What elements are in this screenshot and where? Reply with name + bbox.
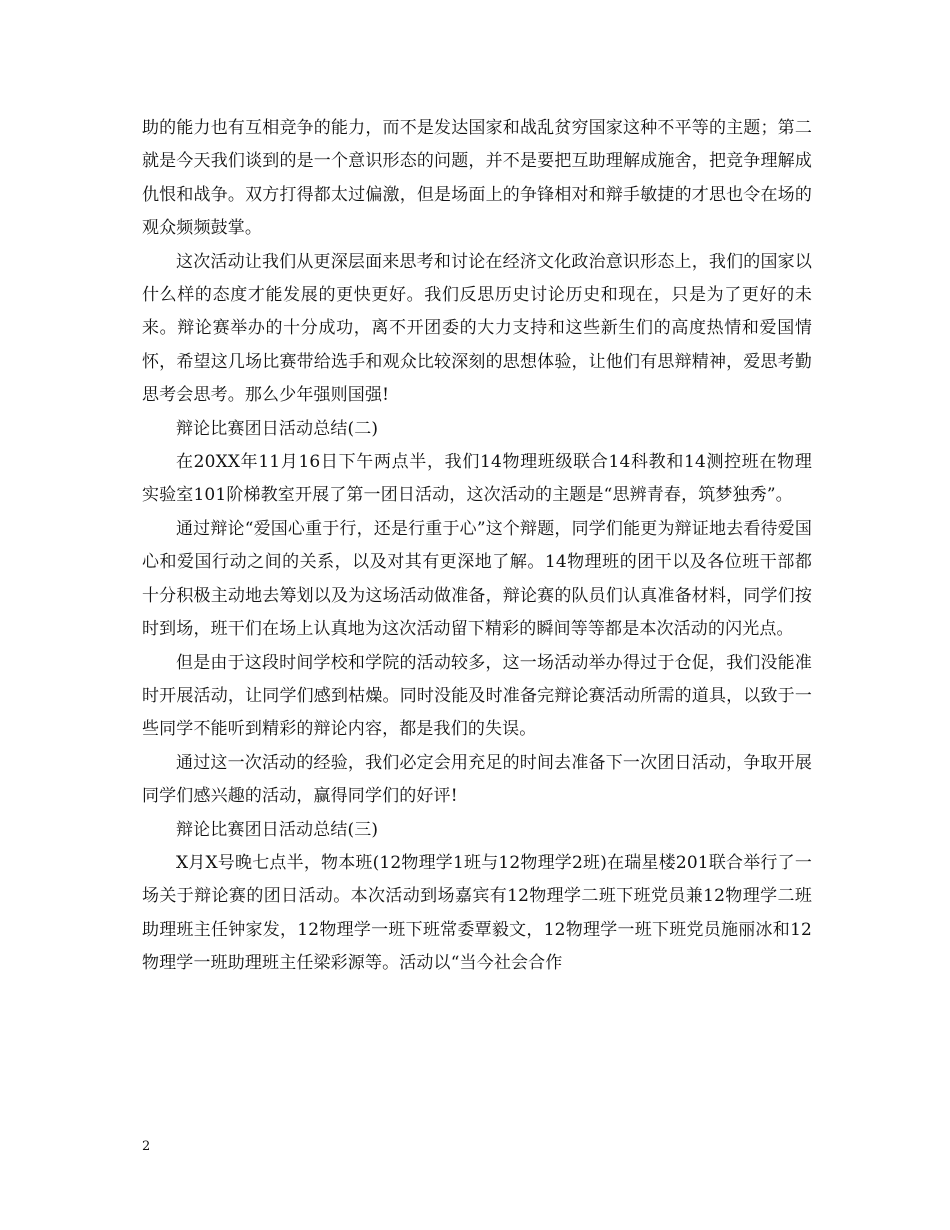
paragraph-5: 但是由于这段时间学校和学院的活动较多，这一场活动举办得过于仓促，我们没能准时开展活动，让同学们感到枯燥。同时没能及时准备完辩论赛活动所需的道具，以致于一些同学不能听到精彩的辩论内容，都是我们的失误。: [142, 652, 812, 740]
paragraph-3: 在20XX年11月16日下午两点半，我们14物理班级联合14科教和14测控班在物理实验室101阶梯教室开展了第一团日活动，这次活动的主题是“思辨青春，筑梦独秀”。: [142, 452, 812, 506]
paragraph-6: 通过这一次活动的经验，我们必定会用充足的时间去准备下一次团日活动，争取开展同学们感兴趣的活动，赢得同学们的好评!: [142, 752, 812, 807]
section-heading-2: 辩论比赛团日活动总结(二): [176, 418, 379, 439]
document-body: [142, 112, 812, 981]
page-number: 2: [142, 1139, 151, 1154]
paragraph-1: 助的能力也有互相竞争的能力，而不是发达国家和战乱贫穷国家这种不平等的主题；第二就是今天我们谈到的是一个意识形态的问题，并不是要把互助理解成施舍，把竞争理解成仇恨和战争。双方打得都太过偏激，但是场面上的争锋相对和辩手敏捷的才思也令在场的观众频频鼓掌。: [142, 118, 812, 239]
section-heading-3: 辩论比赛团日活动总结(三): [176, 819, 379, 840]
paragraph-2: 这次活动让我们从更深层面来思考和讨论在经济文化政治意识形态上，我们的国家以什么样的态度才能发展的更快更好。我们反思历史讨论历史和现在，只是为了更好的未来。辩论赛举办的十分成功，离不开团委的大力支持和这些新生们的高度热情和爱国情怀，希望这几场比赛带给选手和观众比较深刻的思想体验，让他们有思辩精神，爱思考勤思考会思考。那么少年强则国强!: [142, 251, 812, 406]
paragraph-4: 通过辩论“爱国心重于行，还是行重于心”这个辩题，同学们能更为辩证地去看待爱国心和爱国行动之间的关系，以及对其有更深地了解。14物理班的团干以及各位班干部都十分积极主动地去筹划以及为这场活动做准备，辩论赛的队员们认真准备材料，同学们按时到场，班干们在场上认真地为这次活动留下精彩的瞬间等等都是本次活动的闪光点。: [142, 518, 812, 640]
paragraph-7: X月X号晚七点半，物本班(12物理学1班与12物理学2班)在瑞星楼201联合举行了一场关于辩论赛的团日活动。本次活动到场嘉宾有12物理学二班下班党员兼12物理学二班助理班主任钟家发，12物理学一班下班常委覃毅文，12物理学一班下班党员施丽冰和12物理学一班助理班主任梁彩源等。活动以“当今社会合作: [142, 852, 812, 974]
